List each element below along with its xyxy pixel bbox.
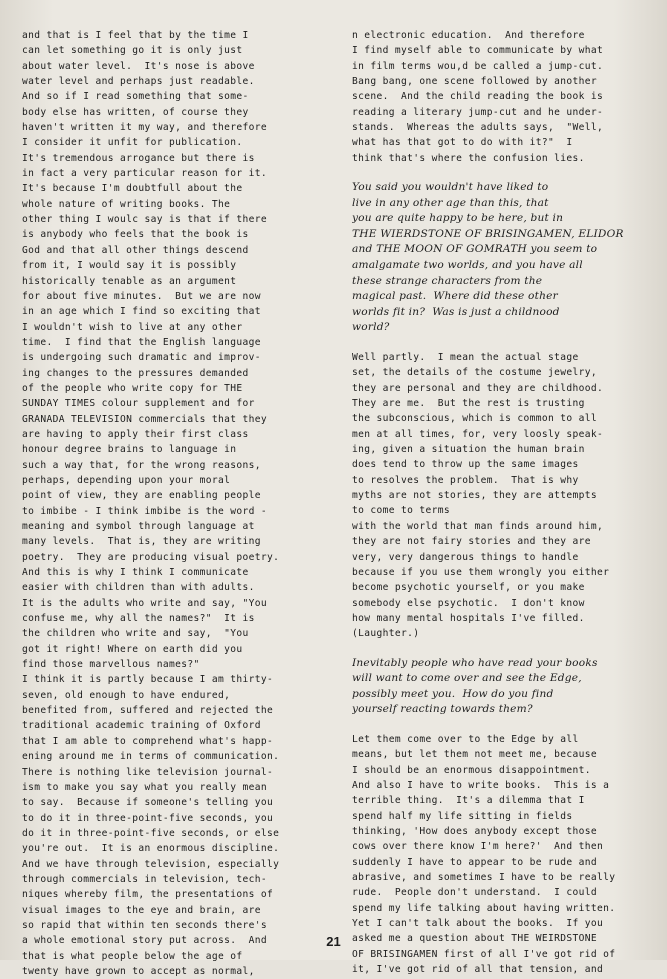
text-line: through commercials in television, tech- (22, 873, 268, 885)
text-line: THE WIERDSTONE OF BRISINGAMEN, ELIDOR (352, 227, 624, 240)
text-line: for about five minutes. But we are now (22, 290, 261, 302)
text-line: will want to come over and see the Edge, (352, 672, 582, 685)
text-line: suddenly I have to appear to be rude and (352, 856, 598, 868)
text-line: think that's where the confusion lies. (352, 152, 585, 164)
text-line: men at all times, for, very loosly speak- (352, 428, 604, 440)
text-line: ing changes to the pressures demanded (22, 367, 249, 379)
text-line: you're out. It is an enormous discipline. (22, 843, 280, 855)
text-line: it, I've got rid of all that tension, and (352, 964, 604, 976)
text-line: got it right! Where on earth did you (22, 643, 243, 655)
text-line: It's because I'm doubtfull about the (22, 183, 243, 195)
text-line: point of view, they are enabling people (22, 490, 261, 502)
text-line: Yet I can't talk about the books. If you (352, 918, 604, 930)
text-line: ism to make you say what you really mean (22, 781, 268, 793)
text-line: are having to apply their first class (22, 428, 249, 440)
text-line: these strange characters from the (352, 274, 543, 287)
text-line: many levels. That is, they are writing (22, 536, 261, 548)
text-line: magical past. Where did these other (352, 290, 558, 303)
text-line: haven't written it my way, and therefore (22, 122, 268, 134)
text-line: thinking, 'How does anybody except those (352, 826, 598, 837)
text-line: is undergoing such dramatic and improv- (22, 352, 261, 364)
text-line: twenty have grown to accept as normal, (22, 965, 255, 977)
text-line: stands. Whereas the adults says, "Well, (352, 122, 604, 134)
text-line: perhaps, depending upon your moral (22, 474, 231, 486)
text-line: reading a literary jump-cut and he under- (352, 106, 604, 118)
text-line: confuse me, why all the names?" It is (22, 613, 255, 625)
text-line: with the world that man finds around him, (352, 520, 604, 532)
text-line: in fact a very particular reason for it. (22, 168, 268, 180)
text-line: whole nature of writing books. The (22, 198, 231, 210)
text-line: because if you use them wrongly you either (352, 566, 610, 578)
text-line: possibly meet you. How do you find (352, 687, 554, 700)
interviewer-question-1 (352, 180, 652, 336)
text-line: spend my life talking about having written. (352, 902, 616, 914)
text-line: from it, I would say it is possibly (22, 260, 237, 272)
page-number: 21 (326, 934, 341, 949)
text-line: means, but let them not meet me, because (352, 749, 598, 761)
text-line: do it in three-point-five seconds, or else (22, 827, 280, 839)
text-line: n electronic education. And therefore (352, 30, 585, 41)
text-line: It is the adults who write and say, "You (22, 597, 268, 609)
text-line: and that is I feel that by the time I (22, 30, 249, 41)
text-line: a whole emotional story put across. And (22, 935, 268, 947)
text-line: There is nothing like television journal- (22, 766, 274, 778)
text-line: amalgamate two worlds, and you have all (352, 259, 583, 272)
text-line: And so if I read something that some- (22, 91, 249, 103)
text-line: asked me a question about THE WEIRDSTONE (352, 933, 598, 945)
text-line: I wouldn't wish to live at any other (22, 321, 243, 333)
text-line: to come to terms (352, 505, 451, 517)
text-line: SUNDAY TIMES colour supplement and for (22, 398, 255, 410)
text-line: live in any other age than this, that (352, 196, 549, 209)
text-line: rude. People don't understand. I could (352, 887, 598, 899)
text-line: I consider it unfit for publication. (22, 137, 243, 149)
text-line: spend half my life sitting in fields (352, 810, 573, 822)
answer-continued (352, 28, 652, 166)
text-line: such a way that, for the wrong reasons, (22, 459, 261, 471)
text-line: cows over there know I'm here?' And then (352, 841, 604, 853)
text-line: I think it is partly because I am thirty- (22, 674, 274, 686)
text-line: OF BRISINGAMEN first of all I've got rid of (352, 948, 616, 960)
text-line: set, the details of the costume jewelry, (352, 367, 598, 379)
text-line: They are me. But the rest is trusting (352, 398, 585, 410)
text-line: other thing I woulc say is that if there (22, 214, 268, 226)
text-line: niques whereby film, the presentations of (22, 889, 274, 901)
text-line: Bang bang, one scene followed by another (352, 76, 598, 88)
text-line: meaning and symbol through language at (22, 521, 255, 532)
text-line: benefited from, suffered and rejected the (22, 705, 274, 717)
text-line: find those marvellous names?" (22, 659, 200, 671)
text-line: GRANADA TELEVISION commercials that they (22, 413, 268, 425)
text-line: easier with children than with adults. (22, 582, 255, 594)
text-line: It's tremendous arrogance but there is (22, 152, 255, 164)
text-line: that I am able to comprehend what's happ- (22, 735, 274, 747)
text-line: the children who write and say, "You (22, 628, 249, 640)
answer-1 (352, 350, 652, 642)
text-line: Well partly. I mean the actual stage (352, 352, 579, 364)
text-line: seven, old enough to have endured, (22, 689, 231, 701)
text-line: so rapid that within ten seconds there's (22, 919, 268, 931)
text-line: yourself reacting towards them? (352, 703, 533, 716)
text-line: And also I have to write books. This is a (352, 779, 610, 791)
interviewer-question-2 (352, 656, 652, 718)
text-line: and THE MOON OF GOMRATH you seem to (352, 243, 598, 256)
left-column (22, 28, 322, 979)
text-line: time. I find that the English language (22, 336, 261, 348)
text-line: in film terms wou,d be called a jump-cut. (352, 60, 604, 72)
text-line: what has that got to do with it?" I (352, 137, 573, 149)
text-line: how many mental hospitals I've filled. (352, 612, 585, 624)
text-line: to do it in three-point-five seconds, you (22, 812, 274, 824)
text-line: body else has written, of course they (22, 106, 249, 118)
text-line: in an age which I find so exciting that (22, 306, 261, 318)
text-line: God and that all other things descend (22, 244, 249, 256)
text-line: world? (352, 321, 390, 334)
text-line: Let them come over to the Edge by all (352, 733, 579, 745)
text-line: very, very dangerous things to handle (352, 551, 579, 563)
text-line: I should be an enormous disappointment. (352, 764, 591, 776)
text-line: poetry. They are producing visual poetry. (22, 551, 280, 563)
text-line: the subconscious, which is common to all (352, 413, 598, 425)
text-line: terrible thing. It's a dilemma that I (352, 795, 585, 807)
text-line: scene. And the child reading the book is (352, 91, 604, 103)
text-line: to say. Because if someone's telling you (22, 797, 274, 809)
text-line: honour degree brains to language in (22, 444, 237, 456)
text-line: visual images to the eye and brain, are (22, 904, 261, 916)
text-line: And we have through television, especially (22, 858, 280, 870)
text-line: historically tenable as an argument (22, 275, 237, 287)
text-line: I find myself able to communicate by what (352, 45, 604, 57)
text-line: Inevitably people who have read your books (352, 656, 598, 669)
text-line: of the people who write copy for THE (22, 382, 243, 394)
text-line: that is what people below the age of (22, 950, 243, 962)
text-line: they are personal and they are childhood. (352, 382, 604, 394)
text-line: they are not fairy stories and they are (352, 536, 591, 548)
text-line: is anybody who feels that the book is (22, 229, 249, 241)
text-line: you are quite happy to be here, but in (352, 212, 564, 225)
text-line: ening around me in terms of communication. (22, 751, 280, 763)
text-line: And this is why I think I communicate (22, 567, 249, 579)
text-line: water level and perhaps just readable. (22, 76, 255, 88)
text-line: to resolves the problem. That is why (352, 474, 579, 486)
text-line: become psychotic yourself, or you make (352, 582, 585, 594)
text-line: traditional academic training of Oxford (22, 720, 261, 732)
text-line: about water level. It's nose is above (22, 60, 255, 72)
text-line: ing, given a situation the human brain (352, 444, 585, 456)
text-line: (Laughter.) (352, 628, 420, 640)
text-line: myths are not stories, they are attempts (352, 490, 598, 502)
text-line: to imbibe - I think imbibe is the word - (22, 505, 268, 517)
right-column (352, 28, 652, 977)
text-line: You said you wouldn't have liked to (352, 181, 549, 194)
text-line: abrasive, and sometimes I have to be really (352, 872, 616, 884)
text-line: does tend to throw up the same images (352, 459, 579, 471)
text-line: somebody else psychotic. I don't know (352, 597, 585, 609)
text-line: can let something go it is only just (22, 45, 243, 57)
text-line: worlds fit in? Was is just a childnood (352, 305, 560, 318)
